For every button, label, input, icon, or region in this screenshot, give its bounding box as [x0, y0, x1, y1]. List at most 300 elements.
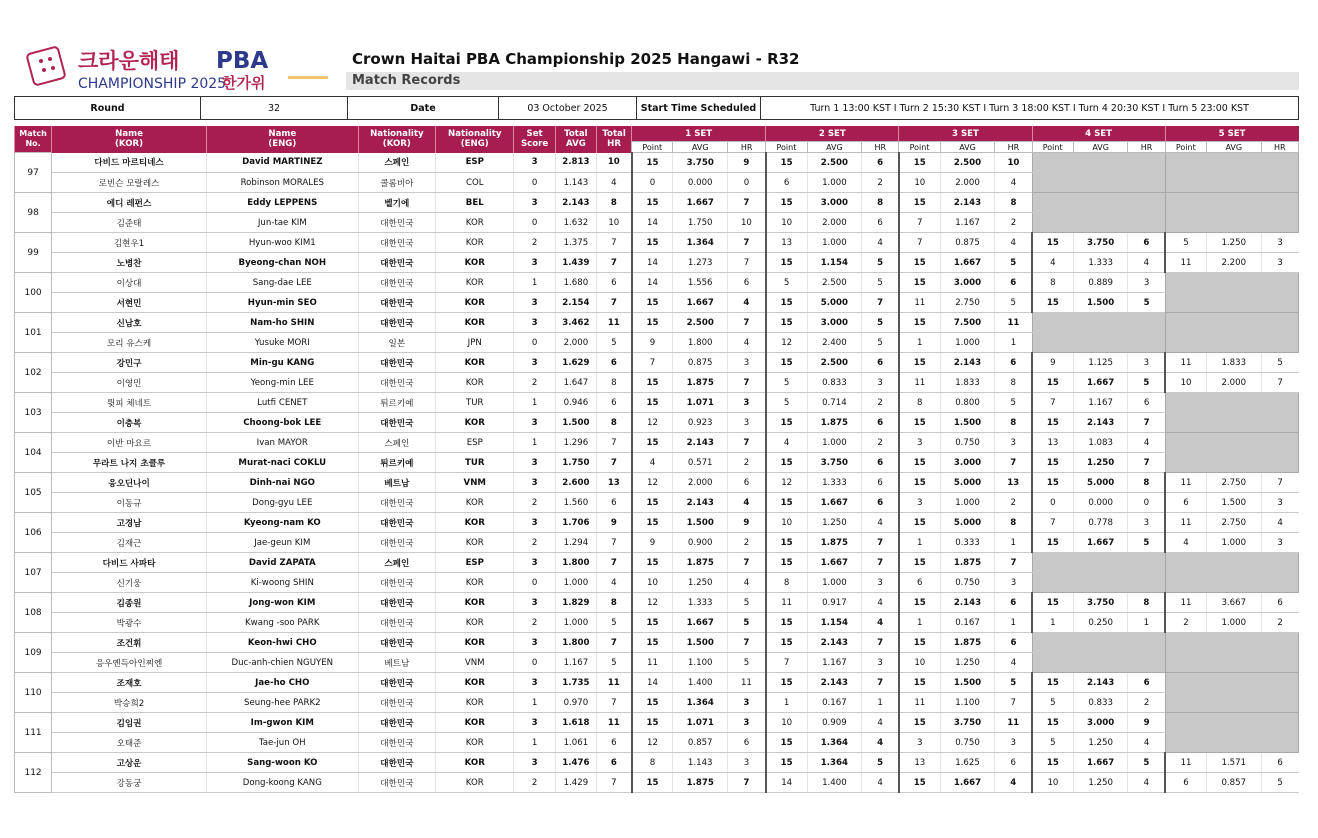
- table-row: [15, 373, 1299, 393]
- set-score: 1: [514, 393, 555, 413]
- subheader-set2-hr: HR: [862, 142, 899, 153]
- set2-hr: 4: [862, 513, 899, 533]
- match-info: [14, 96, 1299, 120]
- subheader-set4-point: Point: [1032, 142, 1073, 153]
- nationality-eng: BEL: [436, 193, 514, 213]
- nationality-kor: 대한민국: [358, 713, 435, 733]
- player-name-kor: 이충복: [52, 413, 207, 433]
- table-row: [15, 313, 1299, 333]
- player-name-kor: 오태준: [52, 733, 207, 753]
- date-value: 03 October 2025: [499, 97, 637, 120]
- set3-avg: 1.875: [940, 633, 995, 653]
- total-avg: 1.000: [555, 613, 596, 633]
- total-hr: 6: [597, 393, 632, 413]
- player-name-kor: 고경남: [52, 513, 207, 533]
- set2-hr: 7: [862, 633, 899, 653]
- set4-avg: 1.500: [1073, 293, 1128, 313]
- set5-point: 11: [1165, 593, 1206, 613]
- player-name-eng: Min-gu KANG: [206, 353, 358, 373]
- set3-hr: 4: [995, 773, 1032, 793]
- nationality-eng: KOR: [436, 213, 514, 233]
- nationality-eng: VNM: [436, 653, 514, 673]
- set1-point: 14: [632, 253, 673, 273]
- set5-avg: 2.750: [1206, 513, 1261, 533]
- set2-hr: 3: [862, 373, 899, 393]
- player-name-eng: Choong-bok LEE: [206, 413, 358, 433]
- set2-hr: 4: [862, 713, 899, 733]
- set4-avg: 3.750: [1073, 233, 1128, 253]
- set3-avg: 3.000: [940, 273, 995, 293]
- set1-avg: 1.667: [673, 293, 728, 313]
- set2-point: 5: [766, 273, 807, 293]
- set4-hr: 8: [1128, 593, 1165, 613]
- set3-point: 15: [899, 353, 940, 373]
- player-name-eng: Lutfi CENET: [206, 393, 358, 413]
- set1-avg: 1.556: [673, 273, 728, 293]
- set2-avg: 2.143: [807, 673, 862, 693]
- empty-set-cell: [1165, 313, 1298, 353]
- set2-point: 15: [766, 193, 807, 213]
- set4-avg: 1.250: [1073, 733, 1128, 753]
- set2-hr: 7: [862, 553, 899, 573]
- set-score: 3: [514, 153, 555, 173]
- set3-avg: 1.250: [940, 653, 995, 673]
- set-score: 3: [514, 713, 555, 733]
- set-score: 1: [514, 693, 555, 713]
- set4-hr: 6: [1128, 233, 1165, 253]
- player-name-kor: 로빈슨 모랄레스: [52, 173, 207, 193]
- match-number: 97: [15, 153, 52, 193]
- player-name-kor: 박승희2: [52, 693, 207, 713]
- set1-point: 15: [632, 153, 673, 173]
- set1-avg: 1.071: [673, 393, 728, 413]
- set2-avg: 1.250: [807, 513, 862, 533]
- total-avg: 0.946: [555, 393, 596, 413]
- total-avg: 1.439: [555, 253, 596, 273]
- set4-point: 0: [1032, 493, 1073, 513]
- set3-hr: 3: [995, 433, 1032, 453]
- set-score: 3: [514, 453, 555, 473]
- set1-avg: 0.900: [673, 533, 728, 553]
- match-number: 107: [15, 553, 52, 593]
- set2-hr: 8: [862, 193, 899, 213]
- set2-point: 15: [766, 153, 807, 173]
- set5-point: 6: [1165, 493, 1206, 513]
- set5-avg: 2.200: [1206, 253, 1261, 273]
- player-name-eng: Ki-woong SHIN: [206, 573, 358, 593]
- nationality-eng: JPN: [436, 333, 514, 353]
- match-rows: [15, 153, 1299, 793]
- set1-hr: 11: [728, 673, 766, 693]
- total-hr: 11: [597, 313, 632, 333]
- set2-hr: 5: [862, 253, 899, 273]
- set5-point: 11: [1165, 473, 1206, 493]
- player-name-kor: 강민구: [52, 353, 207, 373]
- set2-hr: 7: [862, 293, 899, 313]
- trophy-icon: [26, 46, 65, 85]
- nationality-kor: 대한민국: [358, 273, 435, 293]
- set5-hr: 5: [1261, 773, 1298, 793]
- set3-hr: 8: [995, 413, 1032, 433]
- set1-avg: 1.875: [673, 773, 728, 793]
- empty-set-cell: [1032, 193, 1165, 233]
- set3-avg: 1.625: [940, 753, 995, 773]
- match-number: 106: [15, 513, 52, 553]
- set2-avg: 2.500: [807, 353, 862, 373]
- set5-hr: 3: [1261, 493, 1298, 513]
- set1-point: 12: [632, 733, 673, 753]
- total-avg: 1.476: [555, 753, 596, 773]
- set3-point: 11: [899, 693, 940, 713]
- player-name-eng: Tae-jun OH: [206, 733, 358, 753]
- set1-point: 15: [632, 693, 673, 713]
- player-name-kor: 강동궁: [52, 773, 207, 793]
- set4-avg: 5.000: [1073, 473, 1128, 493]
- set3-hr: 7: [995, 453, 1032, 473]
- set3-point: 11: [899, 373, 940, 393]
- set2-point: 15: [766, 493, 807, 513]
- set4-hr: 5: [1128, 753, 1165, 773]
- nationality-kor: 대한민국: [358, 573, 435, 593]
- set1-hr: 4: [728, 333, 766, 353]
- total-hr: 7: [597, 293, 632, 313]
- set4-avg: 1.667: [1073, 373, 1128, 393]
- set3-point: 15: [899, 553, 940, 573]
- table-row: [15, 433, 1299, 453]
- set2-avg: 1.364: [807, 753, 862, 773]
- nationality-eng: KOR: [436, 533, 514, 553]
- nationality-eng: VNM: [436, 473, 514, 493]
- total-hr: 8: [597, 193, 632, 213]
- set1-point: 15: [632, 553, 673, 573]
- player-name-kor: 이상대: [52, 273, 207, 293]
- set2-hr: 4: [862, 593, 899, 613]
- table-row: [15, 233, 1299, 253]
- player-name-eng: Eddy LEPPENS: [206, 193, 358, 213]
- set1-avg: 0.875: [673, 353, 728, 373]
- player-name-kor: 노병찬: [52, 253, 207, 273]
- table-row: [15, 473, 1299, 493]
- table-row: [15, 153, 1299, 173]
- set1-point: 12: [632, 593, 673, 613]
- set1-hr: 3: [728, 413, 766, 433]
- set4-avg: 0.250: [1073, 613, 1128, 633]
- nationality-eng: KOR: [436, 273, 514, 293]
- set1-point: 15: [632, 493, 673, 513]
- set2-avg: 3.000: [807, 193, 862, 213]
- table-row: [15, 513, 1299, 533]
- set2-point: 12: [766, 333, 807, 353]
- set-score: 3: [514, 473, 555, 493]
- total-hr: 5: [597, 613, 632, 633]
- nationality-kor: 스페인: [358, 153, 435, 173]
- set3-avg: 1.667: [940, 253, 995, 273]
- nationality-kor: 대한민국: [358, 213, 435, 233]
- total-avg: 1.500: [555, 413, 596, 433]
- set-score: 2: [514, 233, 555, 253]
- nationality-kor: 대한민국: [358, 753, 435, 773]
- set2-point: 7: [766, 653, 807, 673]
- set1-hr: 7: [728, 313, 766, 333]
- set2-point: 15: [766, 673, 807, 693]
- set3-point: 7: [899, 233, 940, 253]
- total-avg: 0.970: [555, 693, 596, 713]
- set2-hr: 1: [862, 693, 899, 713]
- set3-avg: 2.750: [940, 293, 995, 313]
- set2-avg: 1.000: [807, 173, 862, 193]
- set4-avg: 1.333: [1073, 253, 1128, 273]
- page-subtitle: Match Records: [352, 73, 461, 88]
- set2-point: 14: [766, 773, 807, 793]
- set2-point: 13: [766, 233, 807, 253]
- nationality-kor: 대한민국: [358, 533, 435, 553]
- set-score: 3: [514, 553, 555, 573]
- set2-hr: 6: [862, 353, 899, 373]
- set2-avg: 1.000: [807, 433, 862, 453]
- set3-point: 10: [899, 173, 940, 193]
- set4-point: 5: [1032, 693, 1073, 713]
- total-hr: 13: [597, 473, 632, 493]
- empty-set-cell: [1032, 153, 1165, 193]
- subheader-set1-point: Point: [632, 142, 673, 153]
- set-score: 3: [514, 593, 555, 613]
- set4-point: 15: [1032, 713, 1073, 733]
- set2-point: 10: [766, 513, 807, 533]
- set3-avg: 1.500: [940, 413, 995, 433]
- set2-point: 15: [766, 253, 807, 273]
- nationality-eng: KOR: [436, 253, 514, 273]
- set1-point: 4: [632, 453, 673, 473]
- nationality-eng: KOR: [436, 493, 514, 513]
- set5-point: 11: [1165, 253, 1206, 273]
- set2-hr: 5: [862, 333, 899, 353]
- nationality-eng: COL: [436, 173, 514, 193]
- set1-avg: 1.400: [673, 673, 728, 693]
- set3-avg: 1.875: [940, 553, 995, 573]
- set1-point: 14: [632, 673, 673, 693]
- total-hr: 5: [597, 333, 632, 353]
- pba-championship-logo: [26, 42, 346, 92]
- set3-hr: 5: [995, 253, 1032, 273]
- moon-icon: [288, 52, 328, 84]
- set2-avg: 0.833: [807, 373, 862, 393]
- set3-point: 15: [899, 273, 940, 293]
- set5-hr: 7: [1261, 373, 1298, 393]
- set1-hr: 3: [728, 713, 766, 733]
- player-name-kor: 응오딘나이: [52, 473, 207, 493]
- table-row: [15, 593, 1299, 613]
- player-name-kor: 김임권: [52, 713, 207, 733]
- match-number: 101: [15, 313, 52, 353]
- total-hr: 6: [597, 753, 632, 773]
- set2-point: 15: [766, 733, 807, 753]
- set4-point: 15: [1032, 233, 1073, 253]
- set3-hr: 6: [995, 753, 1032, 773]
- set1-point: 8: [632, 753, 673, 773]
- set4-hr: 3: [1128, 273, 1165, 293]
- total-avg: 1.647: [555, 373, 596, 393]
- player-name-kor: 조재호: [52, 673, 207, 693]
- set2-avg: 0.909: [807, 713, 862, 733]
- nationality-kor: 대한민국: [358, 493, 435, 513]
- nationality-kor: 베트남: [358, 653, 435, 673]
- set1-avg: 1.143: [673, 753, 728, 773]
- set1-hr: 7: [728, 433, 766, 453]
- set1-point: 10: [632, 573, 673, 593]
- set3-point: 10: [899, 653, 940, 673]
- set4-point: 1: [1032, 613, 1073, 633]
- set1-avg: 0.571: [673, 453, 728, 473]
- set3-hr: 5: [995, 393, 1032, 413]
- set1-hr: 3: [728, 353, 766, 373]
- set4-point: 15: [1032, 473, 1073, 493]
- table-row: [15, 553, 1299, 573]
- nationality-eng: KOR: [436, 513, 514, 533]
- total-avg: 1.706: [555, 513, 596, 533]
- set3-hr: 5: [995, 293, 1032, 313]
- set3-avg: 0.750: [940, 433, 995, 453]
- set-score: 2: [514, 373, 555, 393]
- player-name-eng: Dinh-nai NGO: [206, 473, 358, 493]
- set1-hr: 0: [728, 173, 766, 193]
- set3-point: 15: [899, 473, 940, 493]
- set-score: 0: [514, 653, 555, 673]
- set3-avg: 1.500: [940, 673, 995, 693]
- set1-avg: 1.500: [673, 633, 728, 653]
- set3-avg: 1.000: [940, 333, 995, 353]
- nationality-eng: KOR: [436, 753, 514, 773]
- set4-point: 15: [1032, 533, 1073, 553]
- set5-point: 6: [1165, 773, 1206, 793]
- subheader-set2-point: Point: [766, 142, 807, 153]
- set4-avg: 1.667: [1073, 533, 1128, 553]
- subtitle-bar: [346, 72, 1299, 90]
- set3-point: 8: [899, 393, 940, 413]
- set3-avg: 1.100: [940, 693, 995, 713]
- set4-hr: 6: [1128, 393, 1165, 413]
- total-hr: 4: [597, 173, 632, 193]
- player-name-eng: Yeong-min LEE: [206, 373, 358, 393]
- total-hr: 5: [597, 653, 632, 673]
- set5-avg: 0.857: [1206, 773, 1261, 793]
- player-name-eng: Kyeong-nam KO: [206, 513, 358, 533]
- set3-avg: 1.833: [940, 373, 995, 393]
- nationality-kor: 대한민국: [358, 513, 435, 533]
- set3-hr: 11: [995, 713, 1032, 733]
- table-row: [15, 273, 1299, 293]
- set5-hr: 3: [1261, 233, 1298, 253]
- set2-point: 15: [766, 353, 807, 373]
- set3-point: 15: [899, 513, 940, 533]
- set4-point: 8: [1032, 273, 1073, 293]
- set2-avg: 3.000: [807, 313, 862, 333]
- player-name-kor: 무라트 나지 초클루: [52, 453, 207, 473]
- table-row: [15, 393, 1299, 413]
- total-avg: 1.750: [555, 453, 596, 473]
- set4-hr: 9: [1128, 713, 1165, 733]
- set2-avg: 1.000: [807, 233, 862, 253]
- total-avg: 1.829: [555, 593, 596, 613]
- set4-point: 5: [1032, 733, 1073, 753]
- header-nationality-eng: Nationality (ENG): [436, 126, 514, 153]
- table-row: [15, 453, 1299, 473]
- set2-point: 1: [766, 693, 807, 713]
- set3-point: 13: [899, 753, 940, 773]
- nationality-eng: KOR: [436, 313, 514, 333]
- set1-avg: 1.364: [673, 233, 728, 253]
- player-name-eng: Dong-koong KANG: [206, 773, 358, 793]
- nationality-kor: 대한민국: [358, 293, 435, 313]
- total-hr: 9: [597, 513, 632, 533]
- nationality-eng: ESP: [436, 153, 514, 173]
- player-name-kor: 륏피 체네트: [52, 393, 207, 413]
- set-score: 3: [514, 633, 555, 653]
- player-name-eng: Sang-woon KO: [206, 753, 358, 773]
- player-name-eng: David ZAPATA: [206, 553, 358, 573]
- total-hr: 7: [597, 693, 632, 713]
- nationality-eng: KOR: [436, 693, 514, 713]
- set3-hr: 7: [995, 693, 1032, 713]
- set4-hr: 5: [1128, 533, 1165, 553]
- set1-point: 15: [632, 773, 673, 793]
- set2-point: 4: [766, 433, 807, 453]
- set4-hr: 5: [1128, 293, 1165, 313]
- header-set-5: 5 SET: [1165, 126, 1298, 142]
- set3-point: 11: [899, 293, 940, 313]
- table-row: [15, 253, 1299, 273]
- set1-hr: 2: [728, 453, 766, 473]
- set5-point: 11: [1165, 353, 1206, 373]
- set2-hr: 2: [862, 173, 899, 193]
- nationality-eng: KOR: [436, 733, 514, 753]
- round-value: 32: [201, 97, 348, 120]
- match-number: 108: [15, 593, 52, 633]
- set2-avg: 1.154: [807, 613, 862, 633]
- player-name-eng: Jae-geun KIM: [206, 533, 358, 553]
- subheader-set3-point: Point: [899, 142, 940, 153]
- set1-avg: 1.364: [673, 693, 728, 713]
- set3-avg: 0.750: [940, 733, 995, 753]
- set5-hr: 6: [1261, 753, 1298, 773]
- set1-point: 15: [632, 193, 673, 213]
- set4-avg: 0.889: [1073, 273, 1128, 293]
- set5-avg: 1.250: [1206, 233, 1261, 253]
- set4-point: 15: [1032, 453, 1073, 473]
- total-hr: 4: [597, 573, 632, 593]
- set2-avg: 0.167: [807, 693, 862, 713]
- set2-avg: 2.143: [807, 633, 862, 653]
- set5-hr: 6: [1261, 593, 1298, 613]
- set3-point: 15: [899, 593, 940, 613]
- set5-avg: 1.571: [1206, 753, 1261, 773]
- set3-point: 15: [899, 673, 940, 693]
- total-hr: 7: [597, 453, 632, 473]
- set-score: 2: [514, 613, 555, 633]
- set4-avg: 0.778: [1073, 513, 1128, 533]
- logo-subtitle-kor: 한가위: [222, 74, 266, 92]
- set2-hr: 6: [862, 473, 899, 493]
- set2-hr: 6: [862, 213, 899, 233]
- set3-hr: 6: [995, 273, 1032, 293]
- table-row: [15, 533, 1299, 553]
- set1-point: 9: [632, 533, 673, 553]
- set2-point: 10: [766, 213, 807, 233]
- set-score: 2: [514, 493, 555, 513]
- set2-hr: 5: [862, 753, 899, 773]
- table-row: [15, 673, 1299, 693]
- set4-hr: 1: [1128, 613, 1165, 633]
- match-number: 109: [15, 633, 52, 673]
